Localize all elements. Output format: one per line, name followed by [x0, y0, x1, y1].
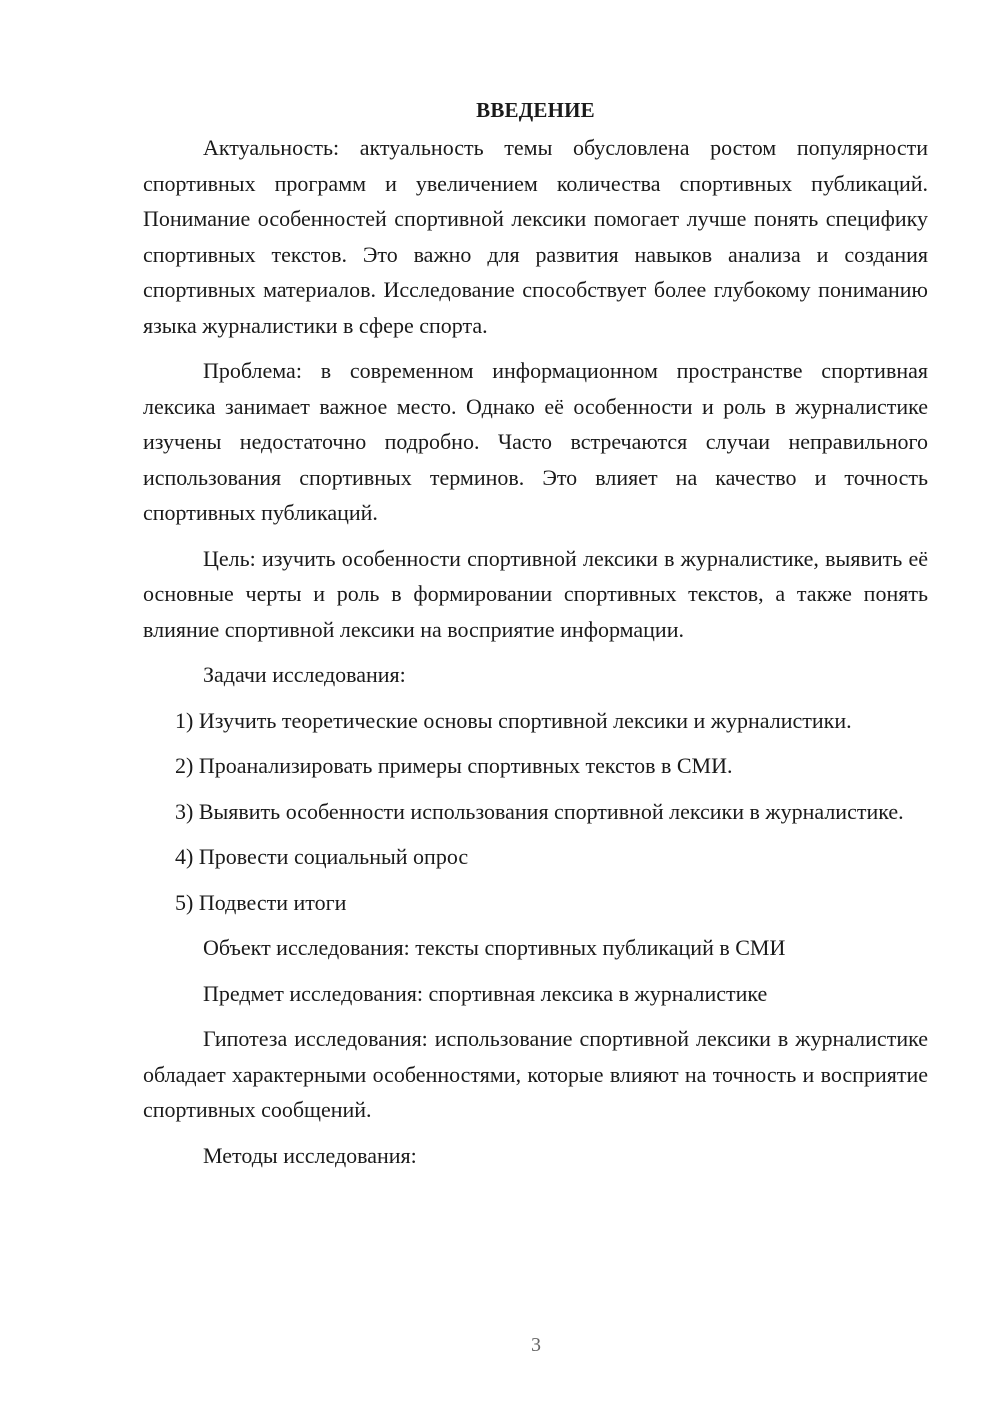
task-item-5: 5) Подвести итоги [175, 889, 347, 915]
paragraph-goal: Цель: изучить особенности спортивной лексики в журналистике, выявить её основные черты и роль в формировании спортивных текстов, а также понять влияние спортивной лексики на восприятие информации. [143, 545, 928, 642]
task-item-3: 3) Выявить особенности использования спортивной лексики в журналистике. [175, 798, 904, 824]
paragraph-relevance: Актуальность: актуальность темы обусловлена ростом популярности спортивных программ и увеличением количества спортивных публикаций. Понимание особенностей спортивной лексики помогает лучше понять специфику спортивных текстов. Это важно для развития навыков анализа и создания спортивных материалов. Исследование способствует более глубокому пониманию языка журналистики в сфере спорта. [143, 135, 928, 338]
task-item-2: 2) Проанализировать примеры спортивных текстов в СМИ. [175, 753, 733, 778]
paragraph-hypothesis: Гипотеза исследования: использование спортивной лексики в журналистике обладает характерными особенностями, которые влияют на точность и восприятие спортивных сообщений. [143, 1026, 928, 1122]
page-number: 3 [531, 1334, 541, 1356]
paragraph-object: Объект исследования: тексты спортивных публикаций в СМИ [203, 935, 786, 960]
tasks-heading: Задачи исследования: [203, 662, 406, 687]
task-item-4: 4) Провести социальный опрос [175, 844, 469, 869]
paragraph-methods: Методы исследования: [203, 1142, 417, 1168]
paragraph-problem: Проблема: в современном информационном пространстве спортивная лексика занимает важное место. Однако её особенности и роль в журналистике изучены недостаточно подробно. Часто встречаются случаи неправильного использования спортивных терминов. Это влияет на качество и точность спортивных публикаций. [143, 358, 928, 525]
section-title: ВВЕДЕНИЕ [476, 98, 595, 122]
paragraph-subject: Предмет исследования: спортивная лексика в журналистике [203, 980, 768, 1006]
task-item-1: 1) Изучить теоретические основы спортивной лексики и журналистики. [175, 707, 852, 733]
document-page [143, 93, 928, 1173]
